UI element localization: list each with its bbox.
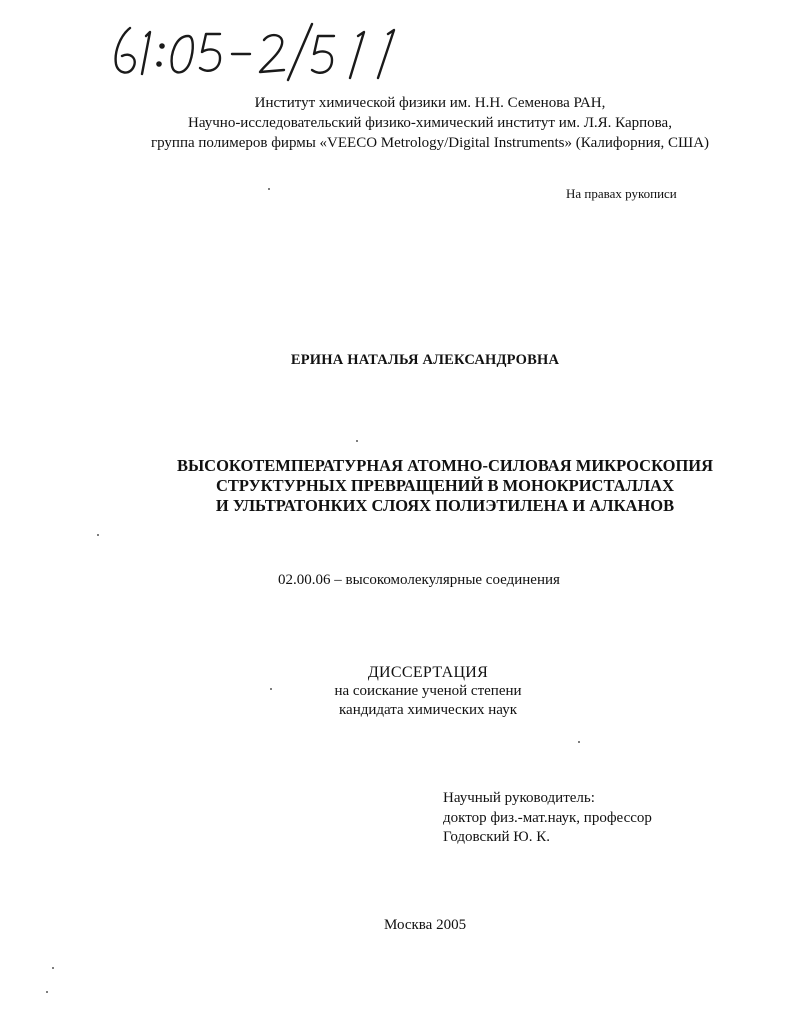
rights-note: На правах рукописи [566,186,677,201]
title-line: И УЛЬТРАТОНКИХ СЛОЯХ ПОЛИЭТИЛЕНА И АЛКАНОВ [215,496,675,515]
institutions-block [80,93,780,153]
title-line: СТРУКТУРНЫХ ПРЕВРАЩЕНИЙ В МОНОКРИСТАЛЛАХ [215,476,674,495]
institution-line: Институт химической физики им. Н.Н. Семенова РАН, [254,95,606,111]
scan-speck [52,967,54,969]
place-year: Москва 2005 [384,917,467,933]
scan-speck [356,440,358,442]
institution-line: группа полимеров фирмы «VEECO Metrology/Digital Instruments» (Калифорния, США) [150,135,710,151]
specialty-code: 02.00.06 – высокомолекулярные соединения [278,572,560,588]
thesis-degree-line: кандидата химических наук [338,702,517,718]
handwritten-mark-drawing [108,14,428,86]
thesis-block [300,663,556,720]
scan-speck [268,188,270,190]
scan-speck [46,991,48,993]
title-line: ВЫСОКОТЕМПЕРАТУРНАЯ АТОМНО-СИЛОВАЯ МИКРОСКОПИЯ [176,456,714,475]
author-name: ЕРИНА НАТАЛЬЯ АЛЕКСАНДРОВНА [290,352,560,368]
thesis-degree-line: на соискание ученой степени [334,683,522,699]
thesis-heading: ДИССЕРТАЦИЯ [367,664,489,681]
thesis-title [110,456,780,516]
supervisor-block [443,789,652,848]
scan-speck [270,688,272,690]
handwritten-archive-mark [108,14,428,86]
supervisor-name: Годовский Ю. К. [443,829,550,845]
supervisor-label: Научный руководитель: [443,790,595,806]
supervisor-degree: доктор физ.-мат.наук, профессор [443,809,652,826]
institution-line: Научно-исследовательский физико-химический институт им. Л.Я. Карпова, [188,115,672,131]
scan-speck [578,741,580,743]
scan-speck [97,534,99,536]
